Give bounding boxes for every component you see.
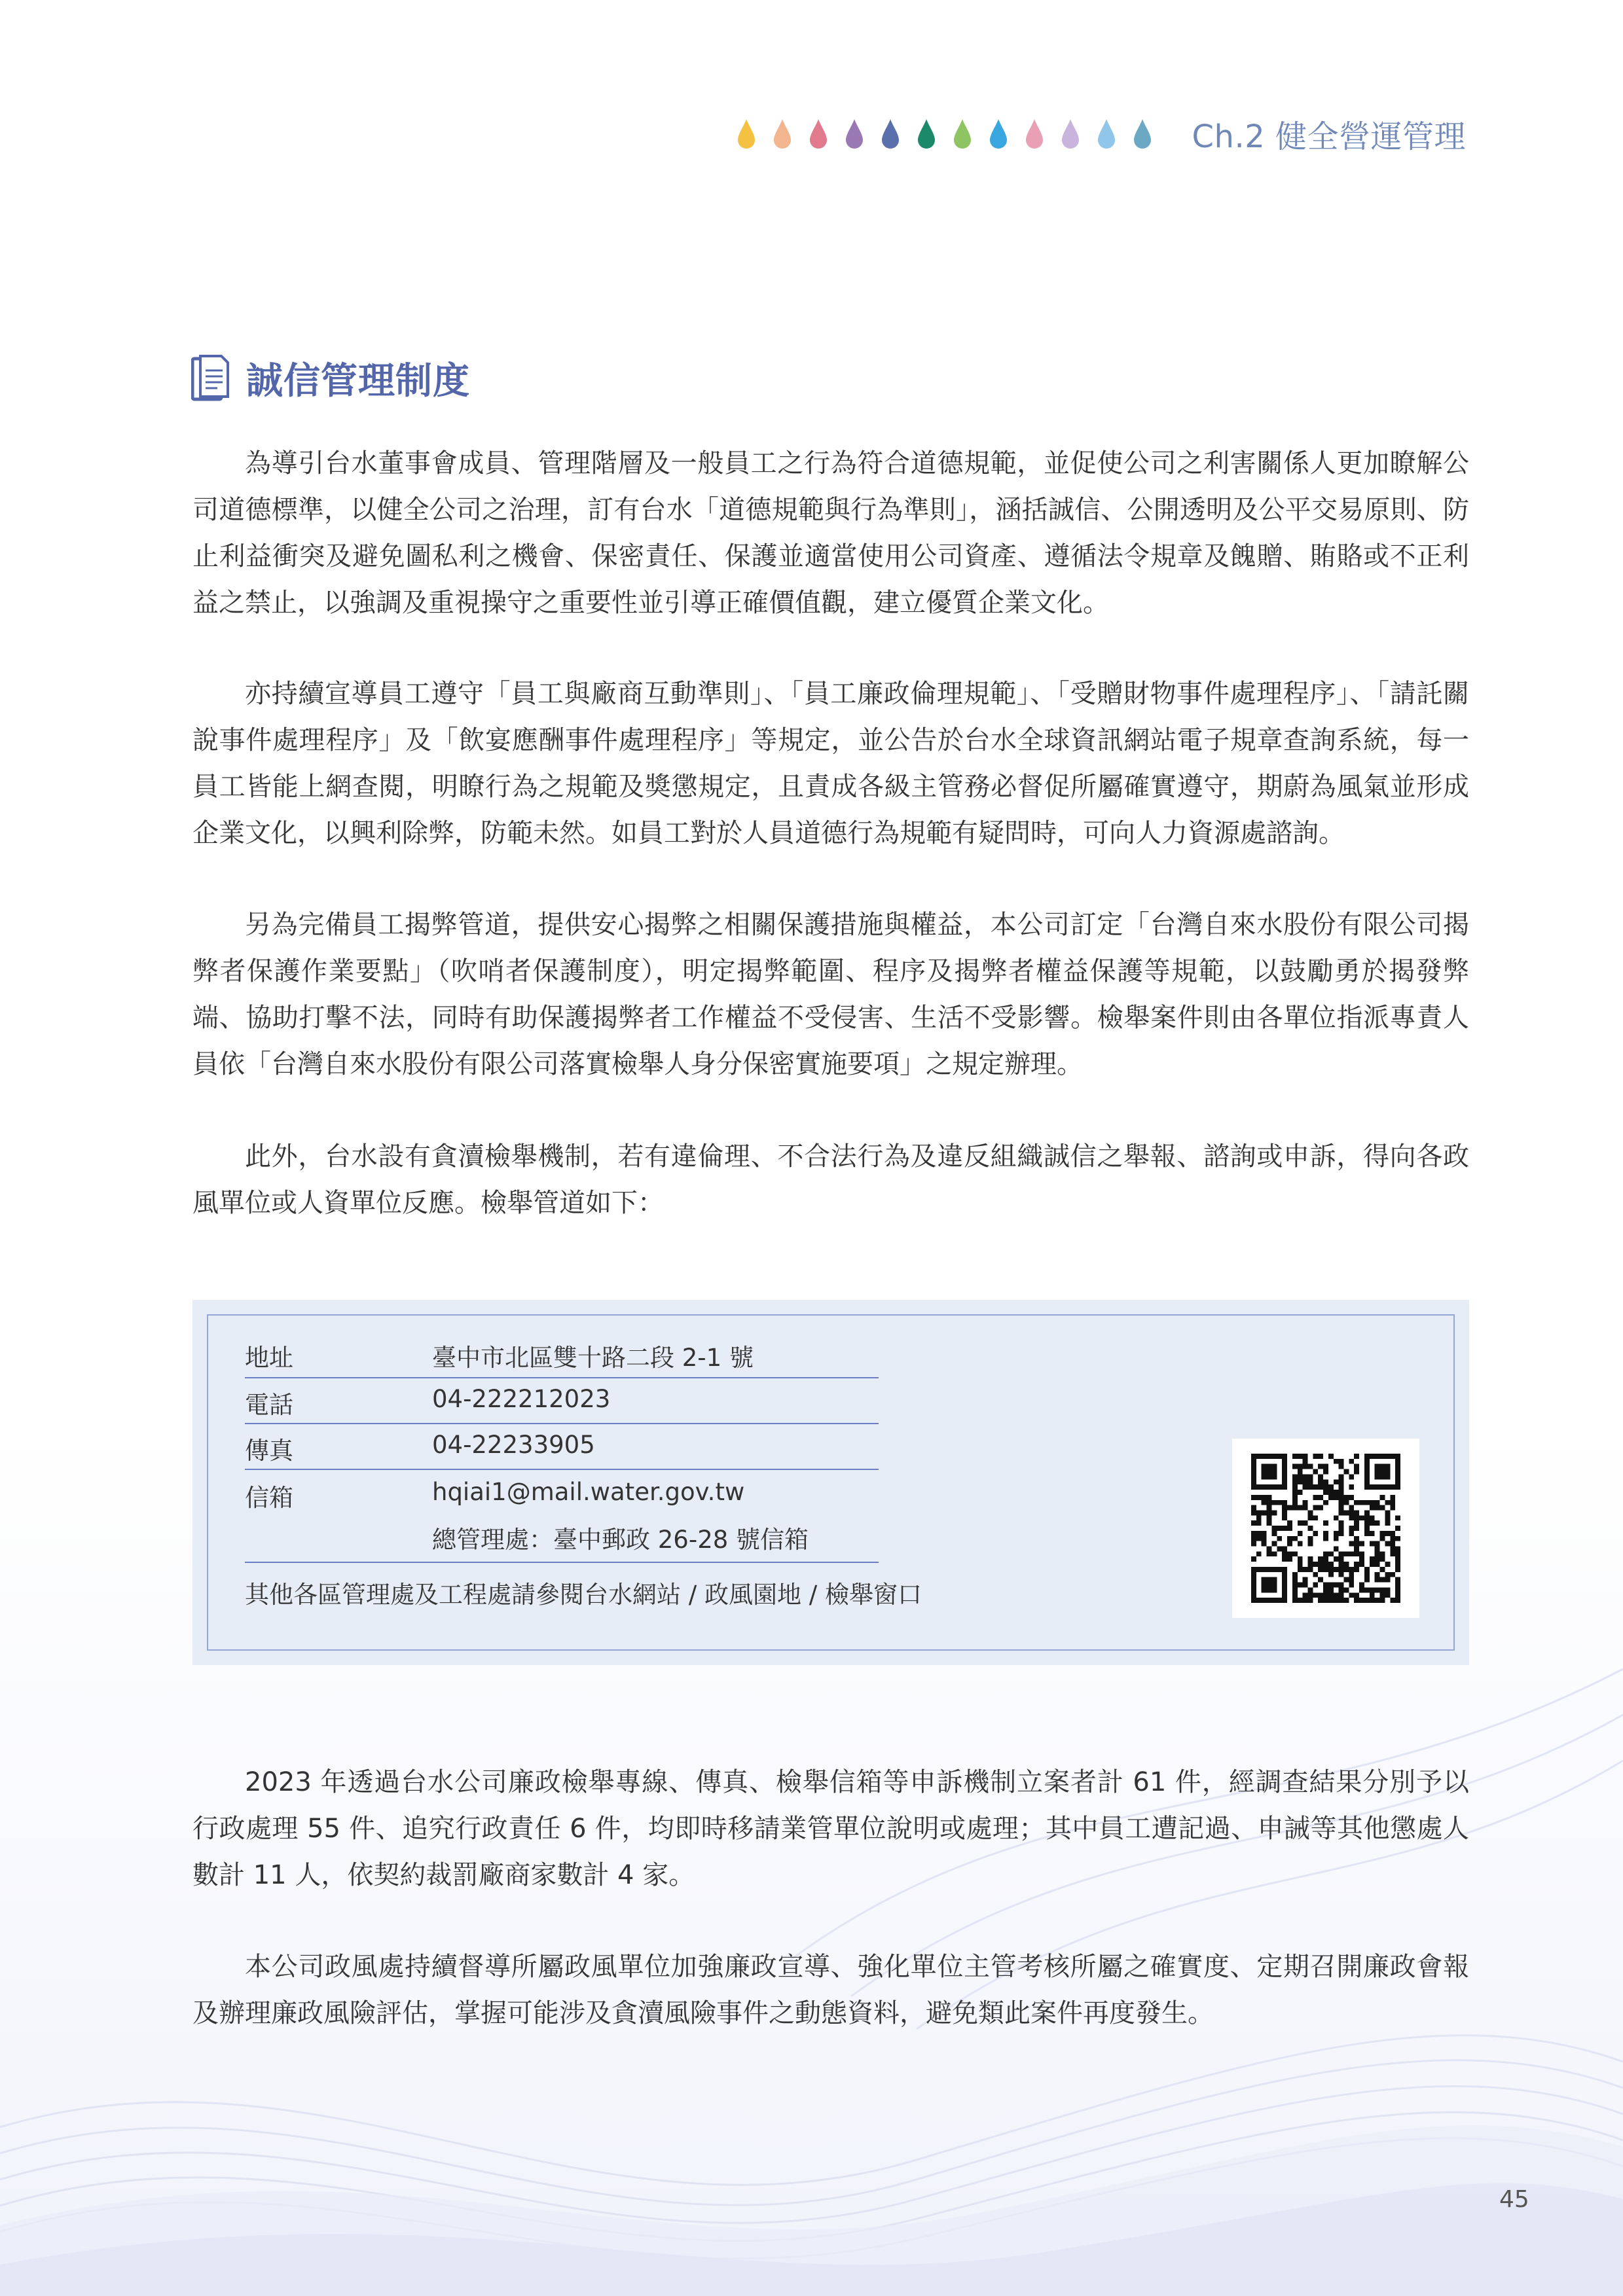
mailbox-address: 總管理處：臺中郵政 26-28 號信箱: [432, 1526, 809, 1554]
water-drop-icon: [1097, 118, 1116, 150]
water-drop-icon: [1025, 118, 1044, 150]
water-drop-icon: [773, 118, 792, 150]
water-drop-icon: [1133, 118, 1152, 150]
paragraph-case-statistics: 2023 年透過台水公司廉政檢舉專線、傳真、檢舉信箱等申訴機制立案者計 61 件，經調查結果分別予以行政處理 55 件、追究行政責任 6 件，均即時移請業管單位說明或處理；其中員工遭記過、申誡等其他懲處人數計 11 人，依契約裁罰廠商家數計 4 家。: [192, 1767, 1469, 1890]
water-drop-icon: [737, 118, 756, 150]
phone-label: 電話: [245, 1391, 293, 1419]
qr-code[interactable]: [1232, 1439, 1419, 1618]
phone-row: [245, 1385, 879, 1424]
paragraph-ethics-code: 為導引台水董事會成員、管理階層及一般員工之行為符合道德規範，並促使公司之利害關係人更加瞭解公司道德標準，以健全公司之治理，訂有台水「道德規範與行為準則」，涵括誠信、公開透明及公平交易原則、防止利益衝突及避免圖私利之機會、保密責任、保護並適當使用公司資產、遵循法令規章及餽贈、賄賂或不正利益之禁止，以強調及重視操守之重要性並引導正確價值觀，建立優質企業文化。: [192, 448, 1469, 618]
water-drop-icon: [917, 118, 936, 150]
page-number: 45: [1499, 2186, 1529, 2213]
address-value: 臺中市北區雙十路二段 2-1 號: [432, 1344, 754, 1372]
mail-row: [245, 1478, 879, 1563]
section-heading: [191, 352, 470, 404]
water-drop-icon: [953, 118, 972, 150]
fax-label: 傳真: [245, 1437, 293, 1465]
qr-code-icon: [1251, 1454, 1400, 1603]
paragraph-prevention: 本公司政風處持續督導所屬政風單位加強廉政宣導、強化單位主管考核所屬之確實度、定期召開廉政會報及辦理廉政風險評估，掌握可能涉及貪瀆風險事件之動態資料，避免類此案件再度發生。: [192, 1952, 1469, 2028]
chapter-title: Ch.2 健全營運管理: [1192, 118, 1466, 155]
color-drops: [737, 118, 1152, 150]
water-drop-icon: [845, 118, 864, 150]
paragraph-report-channels: 此外，台水設有貪瀆檢舉機制，若有違倫理、不合法行為及違反組織誠信之舉報、諮詢或申訴，得向各政風單位或人資單位反應。檢舉管道如下：: [192, 1141, 1469, 1218]
section-title: 誠信管理制度: [246, 360, 470, 403]
phone-value: 04-222212023: [432, 1385, 611, 1413]
fax-row: [245, 1431, 879, 1470]
paragraph-employee-rules: 亦持續宣導員工遵守「員工與廠商互動準則」、「員工廉政倫理規範」、「受贈財物事件處理程序」、「請託關說事件處理程序」及「飲宴應酬事件處理程序」等規定，並公告於台水全球資訊網站電子規章查詢系統，每一員工皆能上網查閱，明瞭行為之規範及獎懲規定，且責成各級主管務必督促所屬確實遵守，期蔚為風氣並形成企業文化，以興利除弊，防範未然。如員工對於人員道德行為規範有疑問時，可向人力資源處諮詢。: [192, 679, 1469, 848]
paragraph-whistleblower: 另為完備員工揭弊管道，提供安心揭弊之相關保護措施與權益，本公司訂定「台灣自來水股份有限公司揭弊者保護作業要點」（吹哨者保護制度），明定揭弊範圍、程序及揭弊者權益保護等規範，以鼓勵勇於揭發弊端、協助打擊不法，同時有助保護揭弊者工作權益不受侵害、生活不受影響。檢舉案件則由各單位指派專責人員依「台灣自來水股份有限公司落實檢舉人身分保密實施要項」之規定辦理。: [192, 910, 1469, 1079]
mail-label: 信箱: [245, 1484, 293, 1512]
fax-value: 04-22233905: [432, 1431, 595, 1459]
water-drop-icon: [881, 118, 900, 150]
water-drop-icon: [989, 118, 1008, 150]
address-label: 地址: [245, 1344, 293, 1372]
contact-note: 其他各區管理處及工程處請參閱台水網站 / 政風園地 / 檢舉窗口: [245, 1581, 922, 1609]
document-icon: [191, 355, 230, 402]
water-drop-icon: [1061, 118, 1080, 150]
email-link[interactable]: hqiai1@mail.water.gov.tw: [432, 1478, 745, 1506]
page-header: [737, 111, 1467, 156]
address-row: [245, 1338, 879, 1378]
water-drop-icon: [809, 118, 828, 150]
